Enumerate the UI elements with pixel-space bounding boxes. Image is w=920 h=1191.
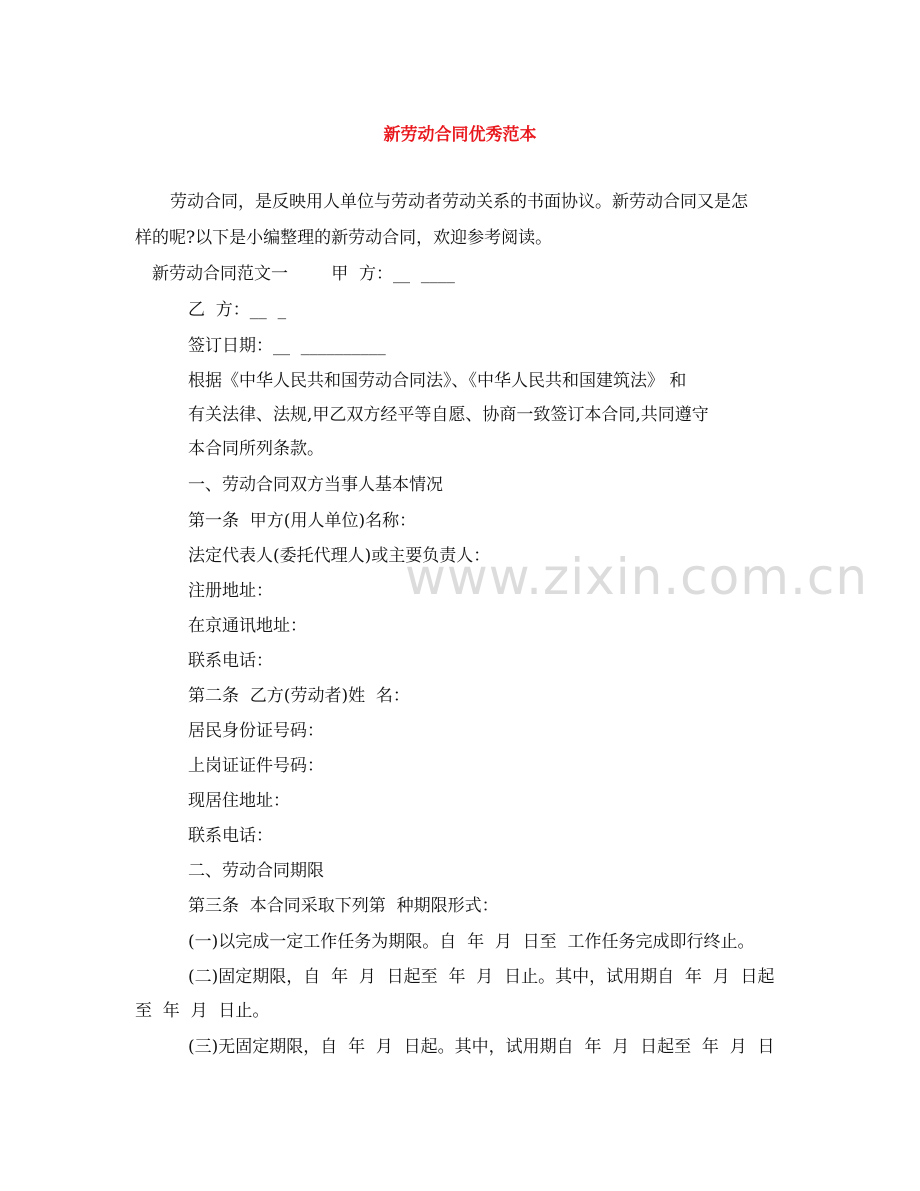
party-a-phone-line: 联系电话： [188, 651, 273, 671]
id-number-line: 居民身份证号码： [188, 721, 324, 741]
party-b-phone-line: 联系电话： [188, 826, 273, 846]
article-3-line: 第三条 本合同采取下列第 种期限形式： [188, 896, 499, 916]
term-option-2-cont: 至 年 月 日止。 [135, 1001, 270, 1021]
current-address-line: 现居住地址： [188, 791, 290, 811]
article-2-line: 第二条 乙方(劳动者)姓 名： [188, 686, 410, 706]
contract-header-line: 新劳动合同范文一 甲 方：__ ____ [152, 264, 455, 284]
article-1-line: 第一条 甲方(用人单位)名称： [188, 511, 417, 531]
term-option-3: (三)无固定期限，自 年 月 日起。其中，试用期自 年 月 日起至 年 月 日 [188, 1037, 775, 1057]
section-1-heading: 一、劳动合同双方当事人基本情况 [188, 475, 443, 495]
term-option-1: (一)以完成一定工作任务为期限。自 年 月 日至 工作任务完成即行终止。 [188, 932, 755, 952]
intro-line-2: 样的呢?以下是小编整理的新劳动合同，欢迎参考阅读。 [135, 228, 553, 248]
watermark: www.zixin.com.cn [405, 548, 869, 606]
party-b-line: 乙 方：__ _ [188, 300, 287, 320]
sign-date-line: 签订日期：__ __________ [188, 336, 386, 356]
legal-rep-line: 法定代表人(委托代理人)或主要负责人： [188, 546, 491, 566]
work-permit-line: 上岗证证件号码： [188, 756, 324, 776]
term-option-2: (二)固定期限，自 年 月 日起至 年 月 日止。其中，试用期自 年 月 日起 [188, 967, 775, 987]
registered-address-line: 注册地址： [188, 581, 273, 601]
basis-line-2: 有关法律、法规,甲乙双方经平等自愿、协商一致签订本合同,共同遵守 [188, 405, 709, 425]
basis-line-1: 根据《中华人民共和国劳动合同法》、《中华人民共和国建筑法》 和 [188, 371, 687, 391]
basis-line-3: 本合同所列条款。 [188, 439, 324, 459]
intro-line-1: 劳动合同，是反映用人单位与劳动者劳动关系的书面协议。新劳动合同又是怎 [170, 192, 748, 212]
beijing-address-line: 在京通讯地址： [188, 616, 307, 636]
section-2-heading: 二、劳动合同期限 [188, 861, 324, 881]
document-title: 新劳动合同优秀范本 [383, 125, 537, 145]
